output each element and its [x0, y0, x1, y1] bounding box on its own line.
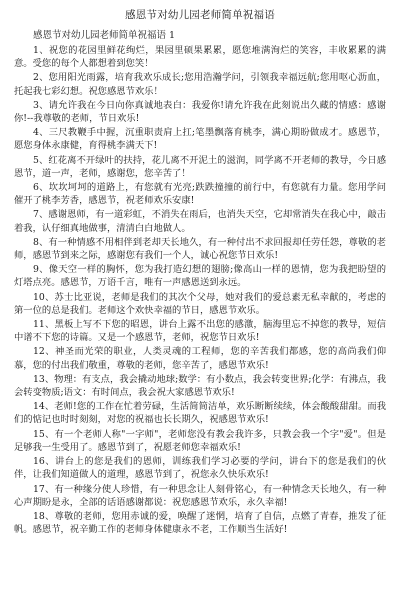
paragraph: 2、您用阳光雨露，培育我欢乐成长;您用浩瀚学问，引领我幸福远航;您用呕心沥血，托起我七彩幻想。祝您感恩节欢乐！	[14, 72, 386, 97]
paragraph: 1、祝您的花园里鲜花绚烂，果园里硕果累累，愿您堆满洵烂的笑容，丰收累累的满意。受您的每个人都想着到您笑！	[14, 45, 386, 70]
paragraph: 17、有一种缘分使人珍惜，有一种思念让人刻骨铭心，有一种情念天长地久，有一种心声期盼是永，全部的话语感谢都说：祝您感恩节欢乐，永久幸福!	[14, 483, 386, 508]
section-heading: 感恩节对幼儿园老师简单祝福语 1	[33, 30, 176, 41]
paragraph: 16、讲台上的您是我们的恩师，训练我们学习必要的学问，讲台下的您是我们的伙伴，让我们知道做人的道理，感恩节到了，祝您永久快乐欢乐!	[14, 456, 386, 481]
paragraph: 10、苏士比亚说，老师是我们的其次个父母，她对我们的爱总素无私幸献的，考虑的第一位的总是我们。老师这个欢快幸福的节日，感恩节欢乐。	[14, 291, 386, 316]
paragraph: 13、物理：有支点，我会撬动地球;数学：有小数点，我会转变世界;化学：有沸点，我会转变物质;语文：有时间点，我会祝大家感恩节欢乐!	[14, 373, 386, 399]
paragraph: 7、感谢恩师，有一道彩虹，不消失在雨后，也消失天空，它却常消失在我心中，敲击着我，认仔细真地做事，清清白白地做人。	[14, 209, 386, 234]
paragraph: 11、黑板上写不下您的昭恩，讲台上露不出您的感激，脑海里忘不掉您的教导，短信中谱不下您的诗篇。又是一个感恩节，老师，祝您节日欢乐!	[14, 319, 386, 344]
document-body	[14, 44, 386, 536]
paragraph: 5、红花离不开绿叶的扶持，花儿离不开泥土的滋润，同学离不开老师的教导，今日感恩节，道一声，老师，感谢您，您辛苦了！	[14, 154, 386, 179]
paragraph: 9、像天空一样的胸怀，您为我打造幻想的翅膀;像高山一样的恩情，您为我把盼望的灯塔点亮。感恩节，万语千言，唯有一声感恩送到永远。	[14, 264, 386, 289]
paragraph: 4、三尺教鞭手中握，沉重职责肩上扛;笔墨飘落育桃李，满心期盼做成才。感恩节，愿您身体永康健，育得桃李满天下!	[14, 127, 386, 152]
document-title: 感恩节对幼儿园老师简单祝福语	[125, 9, 275, 21]
paragraph: 12、神圣而光荣的职业，人类灵魂的工程师，您的辛苦我们都感，您的高尚我们仰慕，您的付出我们敬重，尊敬的老师，您辛苦了，感恩节欢乐!	[14, 346, 386, 371]
paragraph: 3、请允许我在今日向你真诚地表白：我爱你!请允许我在此刻说出久藏的情感：感谢你!--我尊敬的老师，节日欢乐!	[14, 99, 386, 125]
paragraph: 14、老师!您的工作在忙着劳碌，生活简简洁单，欢乐断断续续，体会酸酸甜甜。而我们的惦记也时时刻刻，对您的祝福也长长期久，祝感恩节欢乐!	[14, 401, 386, 426]
paragraph: 15、有一个老师人称"一字师"，老师您没有教会我许多，只教会我一个字"爱"。但是足够我一生受用了。感恩节到了，祝愿老师您幸福欢乐!	[14, 428, 386, 453]
paragraph: 6、坎坎坷坷的道路上，有您就有光亮;跌跌撞撞的前行中，有您就有力量。您用学问催开了桃李芳香，感恩节，祝老师欢乐安康!	[14, 182, 386, 207]
paragraph: 8、有一种情感不用相伴到老却天长地久，有一种付出不求回报却任劳任怨，尊敬的老师，感恩节到来之际，感谢您有我们一个人，诚心祝您节日欢乐!	[14, 236, 386, 262]
paragraph: 18、尊敬的老师，您用赤诚的爱，唤醒了迷惘，培育了自信，点燃了青春，推发了征帆。感恩节，祝辛勤工作的老师身体健康永不老，工作顺当生活好!	[14, 510, 386, 536]
